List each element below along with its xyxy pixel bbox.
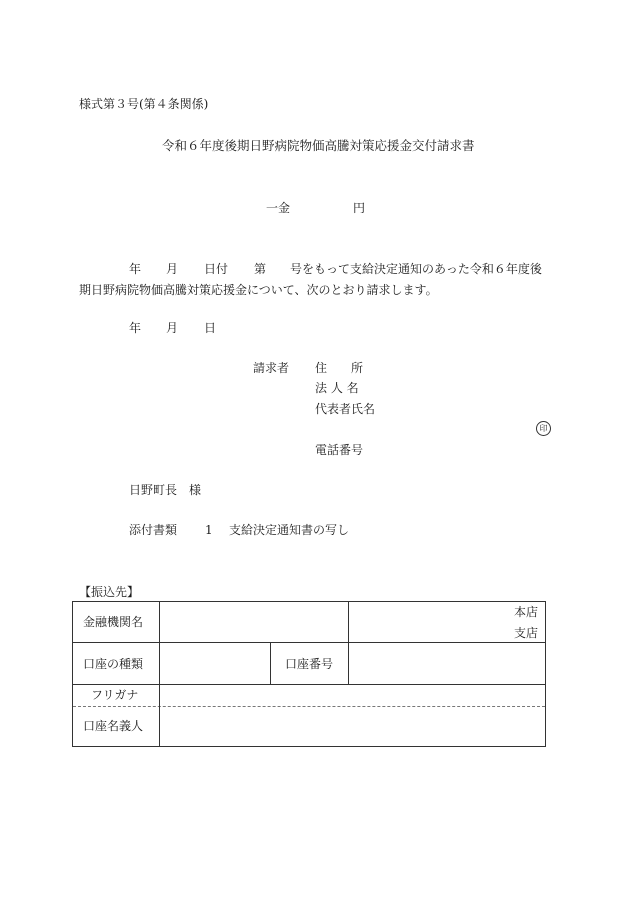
furigana-label: フリガナ: [91, 688, 139, 702]
table-col-divider: [270, 642, 271, 684]
requester-label: 請求者: [253, 361, 290, 375]
account-holder-value[interactable]: [160, 707, 545, 746]
bank-name-label: 金融機関名: [83, 615, 144, 629]
account-number-value[interactable]: [349, 643, 545, 684]
branch-label: 支店: [514, 626, 539, 640]
requester-phone-label: 電話番号: [315, 443, 364, 457]
body-month: 月: [166, 262, 179, 276]
amount-prefix: 一金: [266, 201, 291, 215]
requester-corp-name-label: 法 人 名: [315, 381, 359, 395]
date-day: 日: [204, 321, 217, 335]
date-year: 年: [129, 321, 142, 335]
account-type-label: 口座の種類: [83, 657, 144, 671]
body-line1-rest: 号をもって支給決定通知のあった令和６年度後: [290, 262, 542, 276]
requester-address-label: 住 所: [315, 361, 364, 375]
form-number: 様式第３号(第４条関係): [79, 97, 209, 111]
account-holder-label: 口座名義人: [83, 719, 144, 733]
attachments-item: 支給決定通知書の写し: [229, 523, 350, 537]
head-office-label: 本店: [514, 605, 539, 619]
addressee: 日野町長 様: [129, 483, 202, 497]
attachments-label: 添付書類: [129, 523, 178, 537]
furigana-value[interactable]: [160, 685, 545, 706]
seal-mark: 印: [536, 421, 551, 436]
bank-name-value[interactable]: [160, 602, 348, 642]
account-type-value[interactable]: [160, 643, 270, 684]
attachments-number: 1: [205, 523, 213, 537]
amount-unit: 円: [353, 201, 366, 215]
bank-name-field: [73, 602, 159, 642]
transfer-table: [72, 601, 546, 747]
date-month: 月: [166, 321, 179, 335]
body-number-prefix: 第: [254, 262, 267, 276]
transfer-heading: 【振込先】: [79, 585, 140, 599]
account-number-label: 口座番号: [285, 657, 334, 671]
page-title: 令和６年度後期日野病院物価高騰対策応援金交付請求書: [162, 138, 475, 153]
requester-rep-name-label: 代表者氏名: [315, 402, 376, 416]
body-year: 年: [129, 262, 142, 276]
body-day: 日付: [204, 262, 229, 276]
body-line2: 期日野病院物価高騰対策応援金について、次のとおり請求します。: [79, 283, 438, 297]
